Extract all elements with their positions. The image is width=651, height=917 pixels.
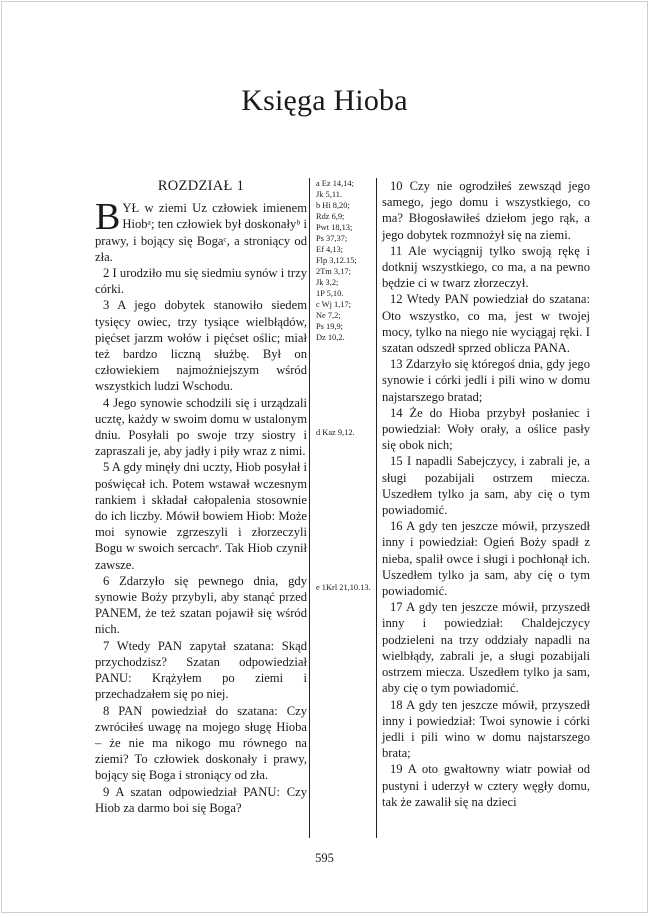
- left-text-column: [95, 174, 307, 816]
- xref-line: Ps 37,37;: [316, 234, 348, 243]
- xref-line: Dz 10,2.: [316, 333, 345, 342]
- page-number: 595: [315, 851, 334, 865]
- xref-line: d Kaz 9,12.: [316, 428, 355, 437]
- xref-group-a: [316, 178, 374, 200]
- xref-line: Pwt 18,13;: [316, 223, 353, 232]
- verse-8: 8 PAN powiedział do szatana: Czy zwróciłeś uwagę na mojego sługę Hioba – że nie ma nikogo mu równego na ziemi? To człowiek doskonały i prawy, bojący się Boga i stroniący od zła.: [95, 703, 307, 783]
- verse-6: 6 Zdarzyło się pewnego dnia, gdy synowie Boży przybyli, aby stanąć przed PANEM, że też szatan pojawił się wśród nich.: [95, 573, 307, 637]
- cross-reference-column: [316, 178, 374, 593]
- verse-15: 15 I napadli Sabejczycy, i zabrali je, a sługi pozabijali ostrzem miecza. Uszedłem tylko ja sam, aby cię o tym powiadomić.: [382, 454, 590, 518]
- verse-5: 5 A gdy minęły dni uczty, Hiob posyłał i poświęcał ich. Potem wstawał wczesnym rankiem i składał całopalenia stosownie do ich liczby. Mówił bowiem Hiob: Może moi synowie zgrzeszyli i złorzeczyli Bogu w swoich sercachᵉ. Tak Hiob czynił zawsze.: [95, 460, 307, 572]
- column-divider-right: [376, 178, 377, 838]
- column-divider-left: [309, 178, 310, 838]
- xref-group-d: [316, 427, 374, 438]
- verse-3: 3 A jego dobytek stanowiło siedem tysięcy owiec, trzy tysiące wielbłądów, pięćset jarzm wołów i pięćset oślic; miał też bardzo liczną służbę. Był on człowiekiem najmożniejszym wśród wszystkich ludzi Wschodu.: [95, 298, 307, 394]
- verse-17: 17 A gdy ten jeszcze mówił, przyszedł inny i powiedział: Chaldejczycy podzieleni na trzy oddziały napadli na wielbłądy, zabrali je, a sługi pozabijali ostrzem miecza. Uszedłem tylko ja sam, aby cię o tym powiadomić.: [382, 600, 590, 696]
- verse-7: 7 Wtedy PAN zapytał szatana: Skąd przychodzisz? Szatan odpowiedział PANU: Krążyłem po ziemi i przechadzałem się po niej.: [95, 638, 307, 702]
- bible-page: [1, 1, 648, 913]
- xref-line: a Ez 14,14;: [316, 179, 354, 188]
- verse-2: 2 I urodziło mu się siedmiu synów i trzy córki.: [95, 266, 307, 297]
- verse-13: 13 Zdarzyło się któregoś dnia, gdy jego synowie i córki jedli i pili wino w domu najstarszego bratad;: [382, 357, 590, 404]
- xref-line: Ps 19,9;: [316, 322, 343, 331]
- xref-line: 1P 5,10.: [316, 289, 344, 298]
- xref-line: Ef 4,13;: [316, 245, 343, 254]
- xref-line: Flp 3,12.15;: [316, 256, 357, 265]
- xref-line: Rdz 6,9;: [316, 212, 345, 221]
- verse-16: 16 A gdy ten jeszcze mówił, przyszedł inny i powiedział: Ogień Boży spadł z nieba, spalił owce i sługi i pochłonął ich. Uszedłem tylko ja sam, aby cię o tym powiadomić.: [382, 519, 590, 599]
- verse-11: 11 Ale wyciągnij tylko swoją rękę i dotknij wszystkiego, co ma, a na pewno będzie ci w twarz złorzeczył.: [382, 243, 590, 291]
- chapter-heading: ROZDZIAŁ 1: [157, 178, 245, 194]
- verse-1: [95, 196, 307, 265]
- xref-line: c Wj 1,17;: [316, 300, 351, 309]
- right-text-column: [382, 178, 590, 810]
- verse-19: 19 A oto gwałtowny wiatr powiał od pustyni i uderzył w cztery węgły domu, tak że zawalił się na dzieci: [382, 762, 590, 809]
- verse-18: 18 A gdy ten jeszcze mówił, przyszedł inny i powiedział: Twoi synowie i córki jedli i pili wino w domu najstarszego brata;: [382, 697, 590, 761]
- verse-9: 9 A szatan odpowiedział PANU: Czy Hiob za darmo boi się Boga?: [95, 784, 307, 815]
- book-title: Księga Hioba: [241, 84, 408, 117]
- xref-group-e: [316, 582, 374, 593]
- xref-line: b Hi 8,20;: [316, 201, 350, 210]
- verse-10: 10 Czy nie ogrodziłeś zewsząd jego samego, jego domu i wszystkiego, co ma? Błogosławiłeś dziełom jego rąk, a jego dobytek rozmnożył się na ziemi.: [382, 179, 590, 242]
- xref-line: e 1Krl 21,10.13.: [316, 583, 371, 592]
- drop-cap: B: [95, 196, 121, 239]
- verse-12: 12 Wtedy PAN powiedział do szatana: Oto wszystko, co ma, jest w twojej mocy, tylko na niego nie wyciągaj ręki. I szatan odszedł sprzed oblicza PANA.: [382, 292, 590, 356]
- xref-group-b: [316, 200, 374, 299]
- xref-line: Jk 5,11.: [316, 190, 342, 199]
- verse-14: 14 Że do Hioba przybył posłaniec i powiedział: Woły orały, a oślice pasły się obok nich;: [382, 405, 590, 453]
- xref-line: Jk 3,2;: [316, 278, 339, 287]
- verse-4: 4 Jego synowie schodzili się i urządzali ucztę, każdy w swoim domu w ustalonym dniu. Posyłali po swoje trzy siostry i zapraszali je, aby jadły i piły wraz z nimi.: [95, 395, 307, 459]
- xref-line: 2Tm 3,17;: [316, 267, 351, 276]
- xref-group-c: [316, 299, 374, 343]
- xref-line: Ne 7,2;: [316, 311, 341, 320]
- verse-text: YŁ w ziemi Uz człowiek imienem Hiobᵃ; ten człowiek był doskonałyᵇ i prawy, i bojący się Bogaᶜ, a stroniący od zła.: [95, 201, 307, 264]
